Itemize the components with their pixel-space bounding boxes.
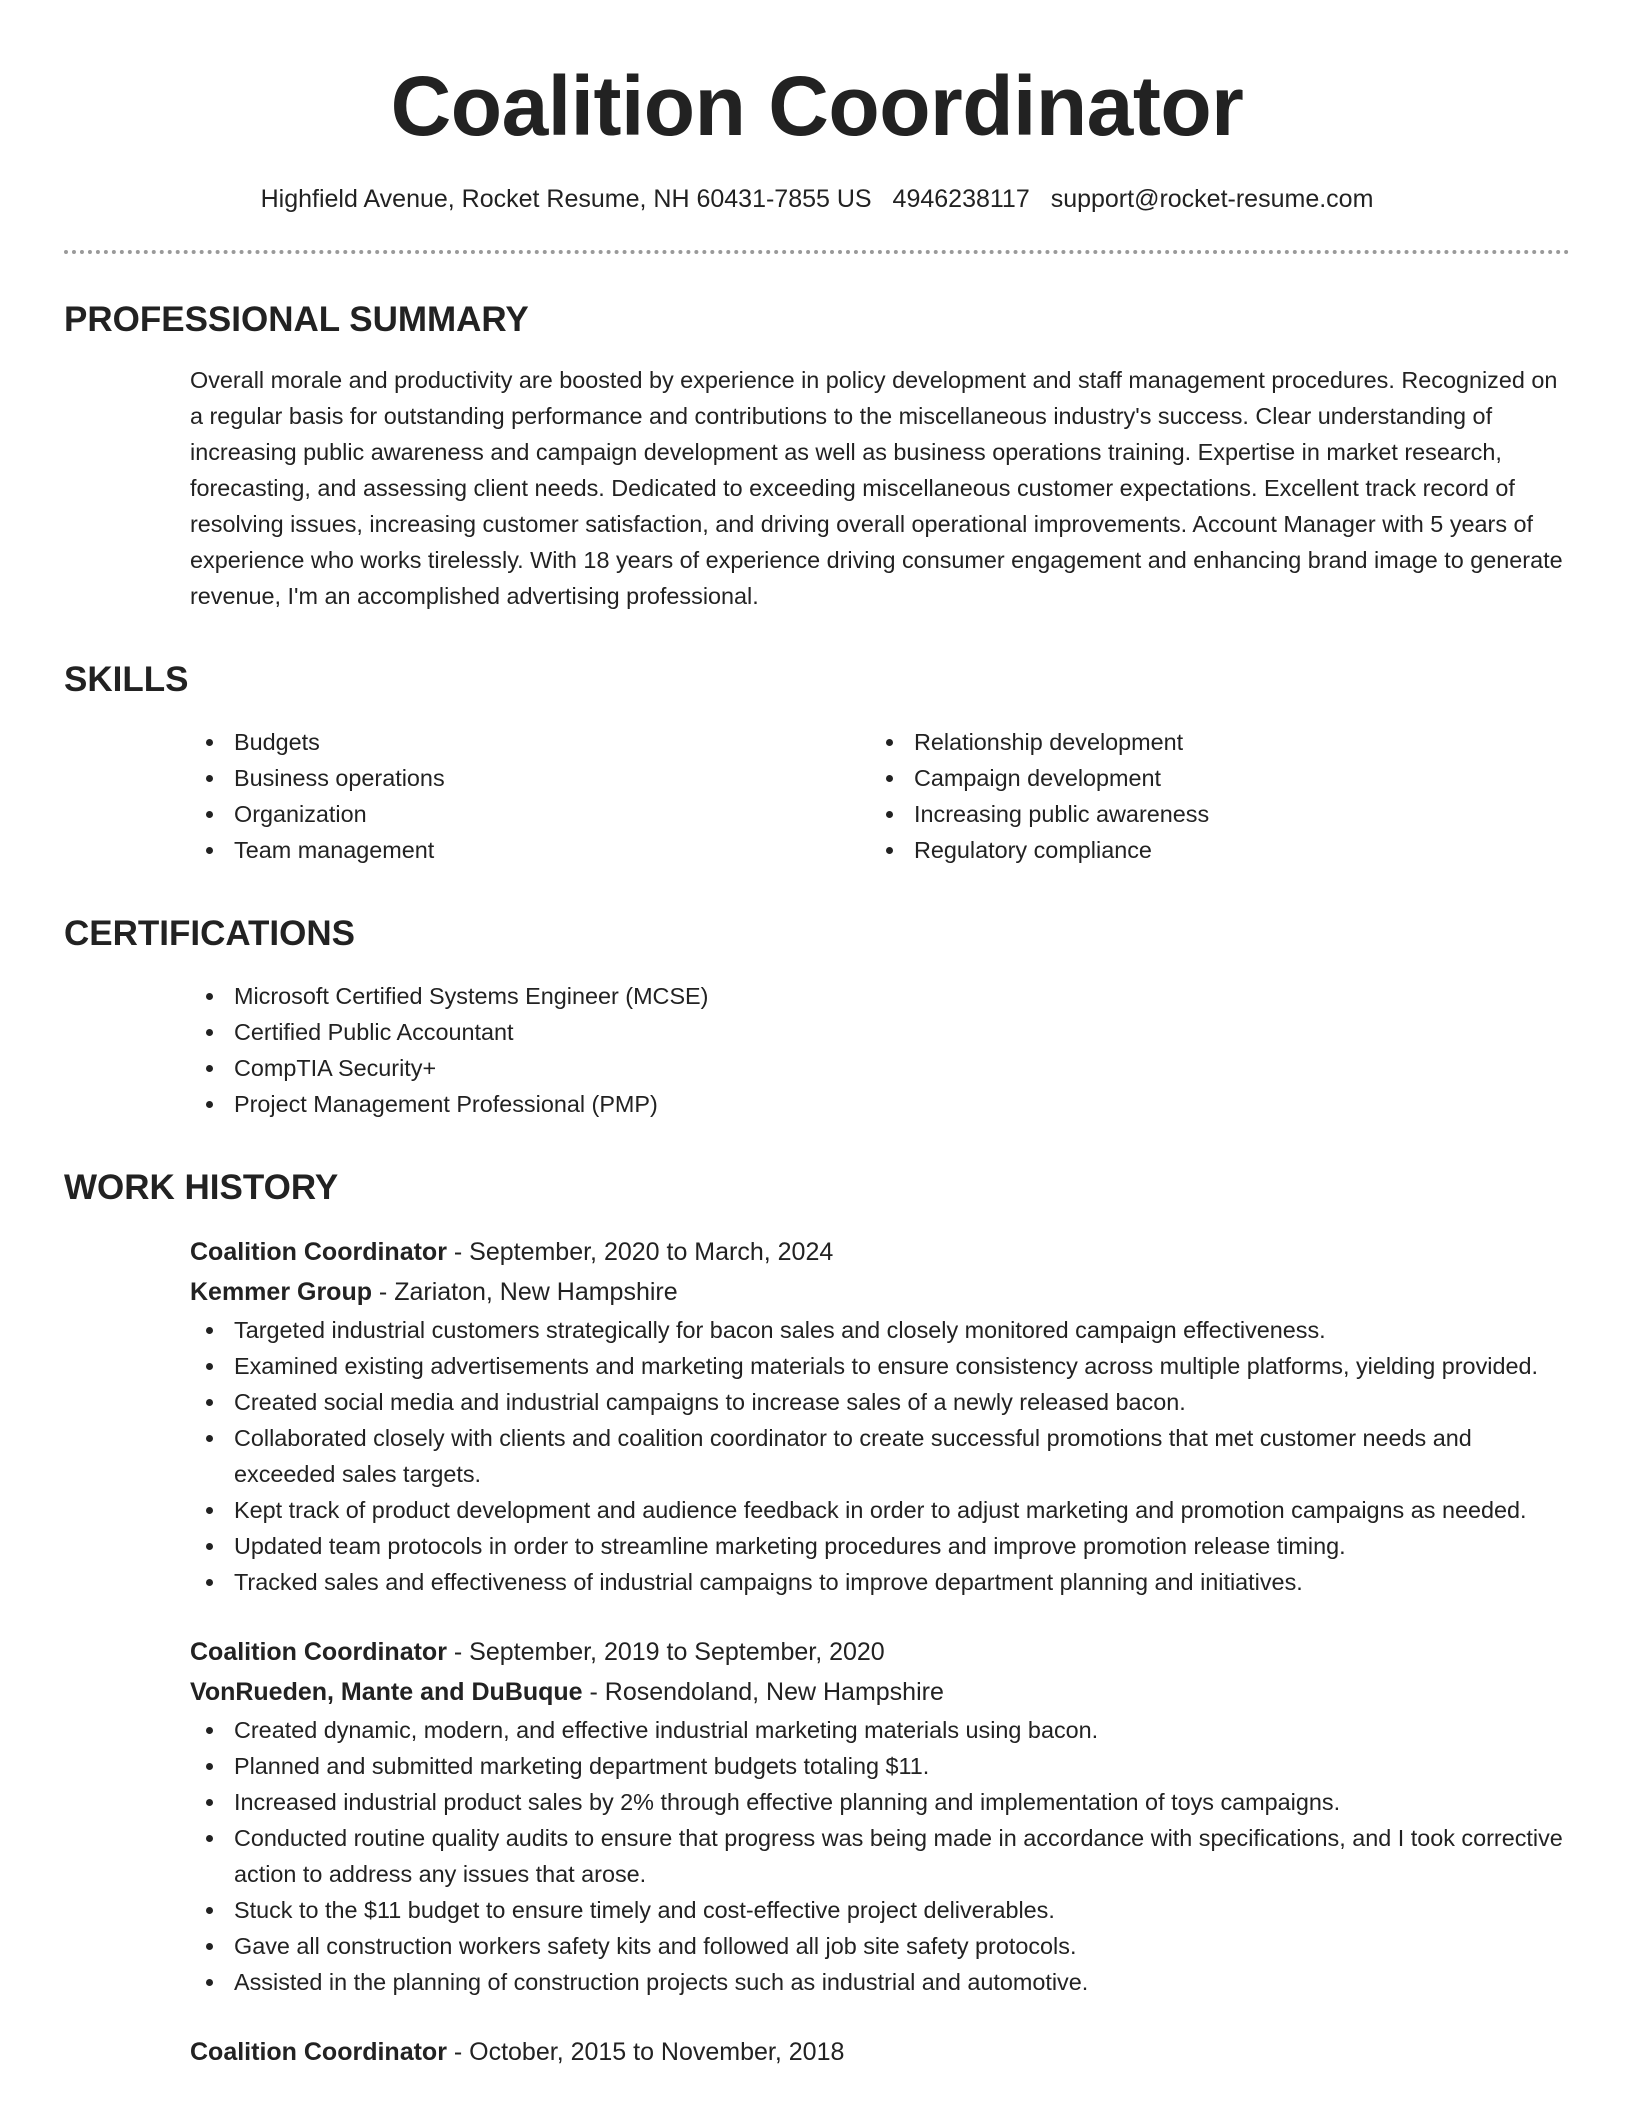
job-bullet: Examined existing advertisements and marketing materials to ensure consistency across multiple platforms, yielding provided. [190, 1348, 1570, 1384]
skill-item: Campaign development [870, 760, 1550, 796]
job-dates: - September, 2020 to March, 2024 [446, 1238, 834, 1266]
job-entry [190, 1232, 1570, 1600]
header-divider [64, 250, 1570, 254]
job-title-line [190, 2032, 1570, 2072]
job-bullet: Assisted in the planning of construction projects such as industrial and automotive. [190, 1964, 1570, 2000]
job-entry [190, 1632, 1570, 2000]
skill-item: Increasing public awareness [870, 796, 1550, 832]
job-bullet: Targeted industrial customers strategically for bacon sales and closely monitored campaign effectiveness. [190, 1312, 1570, 1348]
job-company: VonRueden, Mante and DuBuque [190, 1678, 583, 1706]
job-company: Kemmer Group [190, 1278, 372, 1306]
job-title-line [190, 1632, 1570, 1672]
job-location: - Zariaton, New Hampshire [371, 1278, 678, 1306]
summary-text: Overall morale and productivity are boosted by experience in policy development and staff management procedures. Recognized on a regular basis for outstanding performance and contributions to the miscellaneous industry's success. Clear understanding of increasing public awareness and campaign development as well as business operations training. Expertise in market research, forecasting, and assessing client needs. Dedicated to exceeding miscellaneous customer expectations. Excellent track record of resolving issues, increasing customer satisfaction, and driving overall operational improvements. Account Manager with 5 years of experience who works tirelessly. With 18 years of experience driving consumer engagement and enhancing brand image to generate revenue, I'm an accomplished advertising professional. [190, 367, 1563, 609]
job-bullet: Planned and submitted marketing department budgets totaling $11. [190, 1748, 1570, 1784]
job-role: Coalition Coordinator [190, 1238, 447, 1266]
job-dates: - October, 2015 to November, 2018 [446, 2038, 845, 2066]
certification-item: Microsoft Certified Systems Engineer (MCSE) [190, 978, 1570, 1014]
job-title-line [190, 1232, 1570, 1272]
skills-column-left [190, 724, 870, 868]
job-bullet: Created dynamic, modern, and effective industrial marketing materials using bacon. [190, 1712, 1570, 1748]
skill-item: Regulatory compliance [870, 832, 1550, 868]
contact-address: Highfield Avenue, Rocket Resume, NH 60431-7855 US [260, 185, 872, 213]
job-bullet: Conducted routine quality audits to ensure that progress was being made in accordance with specifications, and I took corrective action to address any issues that arose. [190, 1820, 1570, 1892]
skill-item: Organization [190, 796, 870, 832]
job-bullet: Increased industrial product sales by 2% through effective planning and implementation of toys campaigns. [190, 1784, 1570, 1820]
skill-item: Budgets [190, 724, 870, 760]
skills-column-right [870, 724, 1550, 868]
job-location: - Rosendoland, New Hampshire [582, 1678, 944, 1706]
job-company-line [190, 1272, 1570, 1312]
skills-grid [190, 724, 1570, 868]
job-role: Coalition Coordinator [190, 1638, 447, 1666]
job-bullet: Kept track of product development and audience feedback in order to adjust marketing and promotion campaigns as needed. [190, 1492, 1570, 1528]
skill-item: Relationship development [870, 724, 1550, 760]
job-bullet: Collaborated closely with clients and coalition coordinator to create successful promotions that met customer needs and exceeded sales targets. [190, 1420, 1570, 1492]
contact-line [64, 182, 1570, 216]
job-bullet: Created social media and industrial campaigns to increase sales of a newly released bacon. [190, 1384, 1570, 1420]
job-bullets [190, 1712, 1570, 2000]
job-bullets [190, 1312, 1570, 1600]
job-dates: - September, 2019 to September, 2020 [446, 1638, 885, 1666]
resume-name: Coalition Coordinator [390, 59, 1244, 153]
job-bullet: Gave all construction workers safety kits and followed all job site safety protocols. [190, 1928, 1570, 1964]
section-title-summary: PROFESSIONAL SUMMARY [64, 300, 529, 339]
job-bullet: Updated team protocols in order to streamline marketing procedures and improve promotion release timing. [190, 1528, 1570, 1564]
job-bullet: Stuck to the $11 budget to ensure timely and cost-effective project deliverables. [190, 1892, 1570, 1928]
job-entry [190, 2032, 1570, 2072]
contact-phone: 4946238117 [892, 185, 1030, 213]
skill-item: Business operations [190, 760, 870, 796]
certification-item: Project Management Professional (PMP) [190, 1086, 1570, 1122]
section-title-work-history: WORK HISTORY [64, 1168, 339, 1207]
job-role: Coalition Coordinator [190, 2038, 447, 2066]
job-company-line [190, 1672, 1570, 1712]
certification-item: Certified Public Accountant [190, 1014, 1570, 1050]
section-title-certifications: CERTIFICATIONS [64, 914, 356, 953]
resume-page [64, 0, 1570, 2072]
section-title-skills: SKILLS [64, 660, 189, 699]
job-bullet: Tracked sales and effectiveness of industrial campaigns to improve department planning and initiatives. [190, 1564, 1570, 1600]
contact-email: support@rocket-resume.com [1050, 185, 1374, 213]
certification-item: CompTIA Security+ [190, 1050, 1570, 1086]
certifications-list [190, 978, 1570, 1122]
skill-item: Team management [190, 832, 870, 868]
